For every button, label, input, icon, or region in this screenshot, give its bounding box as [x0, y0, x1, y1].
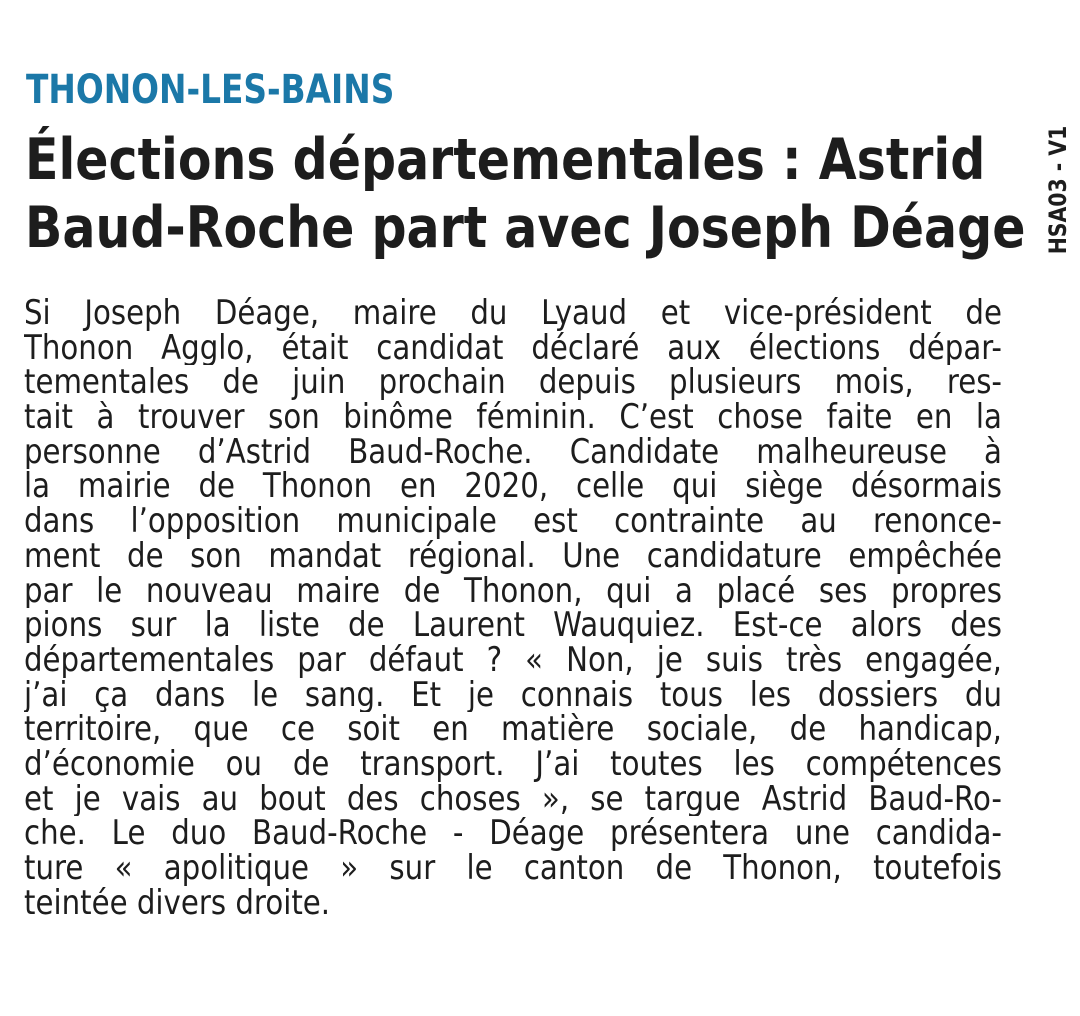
body-line: la mairie de Thonon en 2020, celle qui siège désormais	[24, 469, 1002, 505]
body-line: Si Joseph Déage, maire du Lyaud et vice-président de	[24, 296, 1002, 331]
body-line: che. Le duo Baud-Roche - Déage présentera une candida-	[24, 816, 1002, 851]
body-line: ture « apolitique » sur le canton de Thonon, toutefois	[24, 851, 1002, 886]
body-line: personne d’Astrid Baud-Roche. Candidate malheureuse à	[24, 434, 1002, 470]
body-line: tementales de juin prochain depuis plusieurs mois, res-	[24, 365, 1002, 401]
body-line: teintée divers droite.	[24, 882, 331, 923]
body-line: pions sur la liste de Laurent Wauquiez. Est-ce alors des	[24, 608, 1002, 643]
article-body	[24, 296, 1080, 923]
article-headline	[25, 126, 1025, 262]
body-line: par le nouveau maire de Thonon, qui a placé ses propres	[24, 573, 1002, 609]
headline-line: Élections départementales : Astrid	[25, 127, 986, 193]
page-code-margin	[1028, 120, 1080, 260]
body-line: départementales par défaut ? « Non, je suis très engagée,	[24, 642, 1002, 678]
body-line: d’économie ou de transport. J’ai toutes les compétences	[24, 746, 1002, 782]
body-line: dans l’opposition municipale est contrainte au renonce-	[24, 504, 1002, 539]
article-kicker: THONON-LES-BAINS	[26, 67, 395, 113]
body-line: tait à trouver son binôme féminin. C’est chose faite en la	[24, 400, 1002, 435]
body-line: et je vais au bout des choses », se targue Astrid Baud-Ro-	[24, 781, 1002, 817]
body-line: territoire, que ce soit en matière sociale, de handicap,	[24, 712, 1002, 747]
body-line: j’ai ça dans le sang. Et je connais tous les dossiers du	[24, 677, 1002, 713]
page-code: HSA03 - V1	[1044, 125, 1072, 255]
headline-line: Baud-Roche part avec Joseph Déage	[25, 195, 1026, 261]
body-line: Thonon Agglo, était candidat déclaré aux élections dépar-	[24, 330, 1002, 366]
body-line: ment de son mandat régional. Une candidature empêchée	[24, 538, 1002, 574]
